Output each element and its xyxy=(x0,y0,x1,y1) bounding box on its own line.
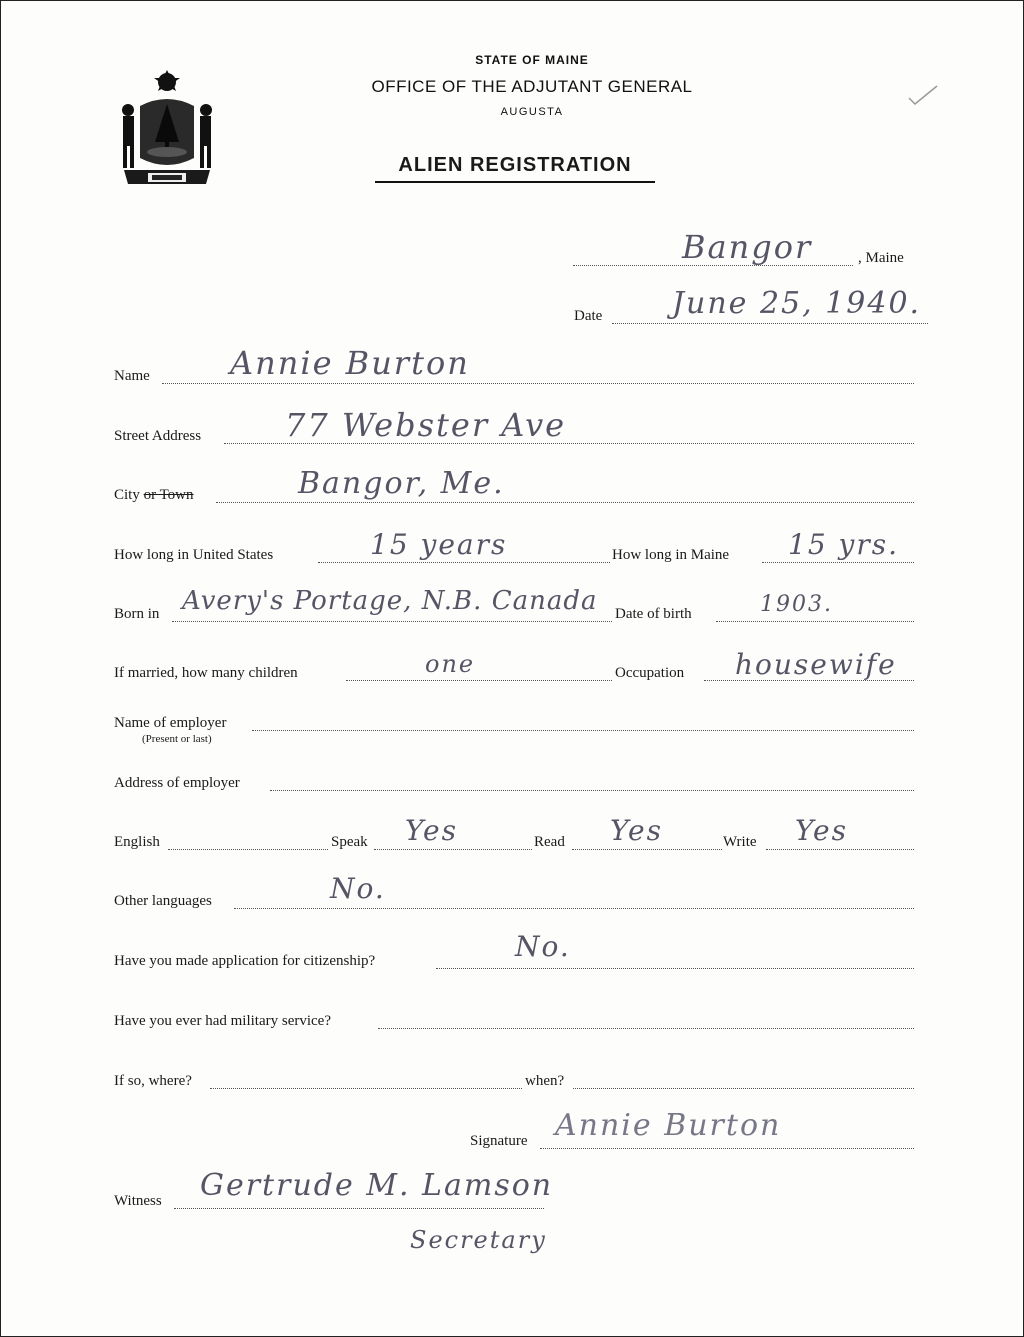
signature-label: Signature xyxy=(470,1133,528,1149)
english-line xyxy=(168,849,328,850)
name-label: Name xyxy=(114,368,150,384)
when-line xyxy=(573,1088,914,1089)
military-label: Have you ever had military service? xyxy=(114,1013,331,1029)
children-label: If married, how many children xyxy=(114,665,298,681)
how-long-us-value: 15 years xyxy=(370,528,508,561)
city-line xyxy=(216,502,914,503)
date-of-birth-label: Date of birth xyxy=(615,606,692,622)
citizenship-label: Have you made application for citizenship? xyxy=(114,953,376,969)
occupation-label: Occupation xyxy=(615,665,685,681)
how-long-us-line xyxy=(318,562,610,563)
city-label xyxy=(114,487,194,504)
how-long-us-label: How long in United States xyxy=(114,547,274,563)
form-title: ALIEN REGISTRATION xyxy=(375,154,655,183)
read-line xyxy=(572,849,722,850)
date-of-birth-value: 1903. xyxy=(760,592,833,617)
witness-label: Witness xyxy=(114,1193,162,1209)
employer-note: (Present or last) xyxy=(142,733,212,745)
witness-title-value: Secretary xyxy=(410,1226,547,1254)
born-in-label: Born in xyxy=(114,606,160,622)
date-value: June 25, 1940. xyxy=(672,286,922,321)
occupation-value: housewife xyxy=(735,648,897,681)
read-value: Yes xyxy=(610,814,663,847)
signature-line xyxy=(540,1148,914,1149)
speak-line xyxy=(374,849,532,850)
header-state: STATE OF MAINE xyxy=(475,53,589,67)
write-label: Write xyxy=(723,834,757,850)
witness-line xyxy=(174,1208,544,1209)
street-label: Street Address xyxy=(114,428,202,444)
write-line xyxy=(766,849,914,850)
how-long-maine-label: How long in Maine xyxy=(612,547,730,563)
citizenship-line xyxy=(436,968,914,969)
employer-line xyxy=(252,730,914,731)
how-long-maine-value: 15 yrs. xyxy=(788,528,900,561)
born-in-value: Avery's Portage, N.B. Canada xyxy=(182,586,598,616)
where-line xyxy=(210,1088,522,1089)
date-line xyxy=(612,323,928,324)
read-label: Read xyxy=(534,834,565,850)
speak-value: Yes xyxy=(405,814,458,847)
write-value: Yes xyxy=(795,814,848,847)
name-value: Annie Burton xyxy=(230,344,470,382)
name-line xyxy=(162,383,914,384)
how-long-maine-line xyxy=(762,562,914,563)
other-languages-label: Other languages xyxy=(114,893,212,909)
place-value: Bangor xyxy=(682,228,813,266)
city-label-prefix: City xyxy=(114,487,144,503)
english-label: English xyxy=(114,834,160,850)
born-in-line xyxy=(172,621,612,622)
where-label: If so, where? xyxy=(114,1073,192,1089)
date-of-birth-line xyxy=(716,621,914,622)
date-label: Date xyxy=(574,308,603,324)
city-value: Bangor, Me. xyxy=(298,466,505,501)
when-label: when? xyxy=(525,1073,565,1089)
other-languages-value: No. xyxy=(330,872,386,905)
speak-label: Speak xyxy=(331,834,368,850)
maine-label: , Maine xyxy=(858,250,904,266)
header-city: AUGUSTA xyxy=(500,106,564,118)
other-languages-line xyxy=(234,908,914,909)
header-office: OFFICE OF THE ADJUTANT GENERAL xyxy=(371,77,693,96)
employer-address-label: Address of employer xyxy=(114,775,240,791)
children-line xyxy=(346,680,612,681)
children-value: one xyxy=(425,650,476,678)
citizenship-value: No. xyxy=(515,930,571,963)
employer-label: Name of employer xyxy=(114,715,227,731)
city-label-struck: or Town xyxy=(143,487,194,503)
military-line xyxy=(378,1028,914,1029)
employer-address-line xyxy=(270,790,914,791)
witness-value: Gertrude M. Lamson xyxy=(200,1168,554,1203)
street-value: 77 Webster Ave xyxy=(285,406,567,444)
signature-value: Annie Burton xyxy=(555,1108,782,1143)
